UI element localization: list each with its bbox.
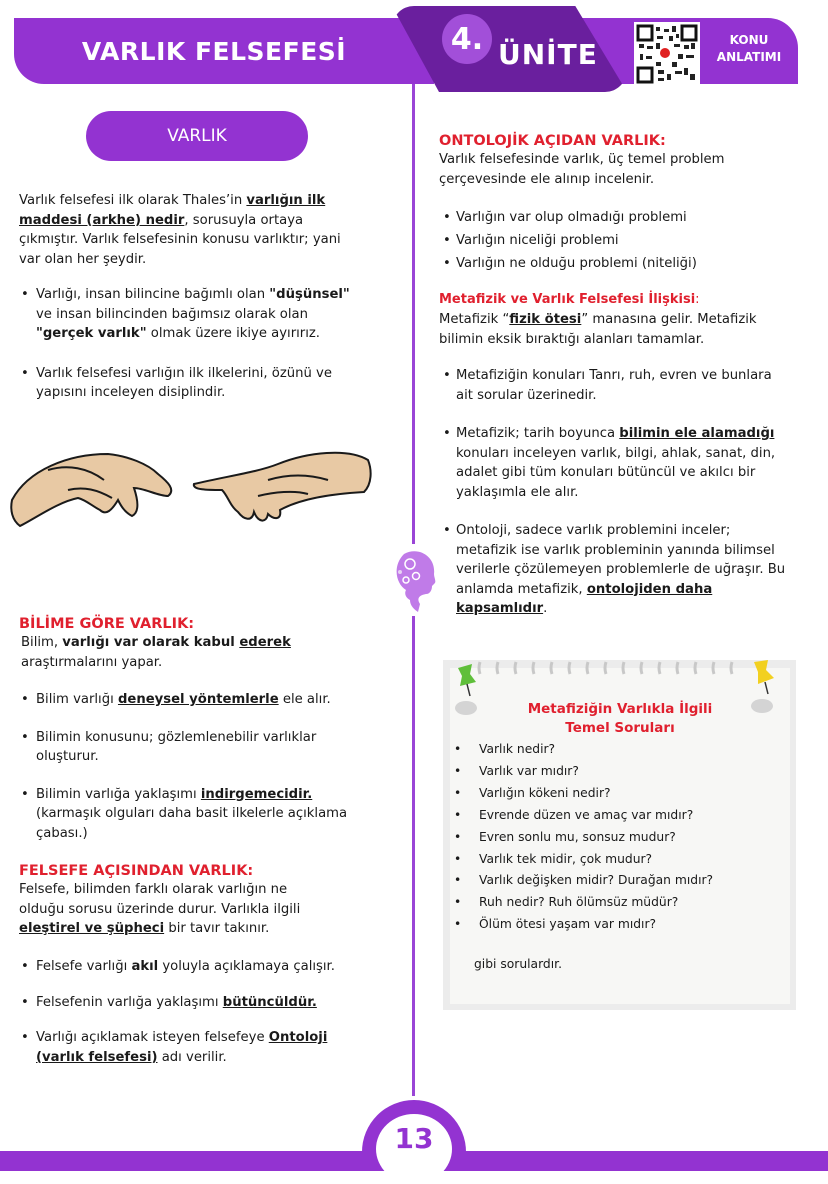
hands-creation-of-adam-image xyxy=(8,440,373,540)
text: olmak üzere ikiye ayırırız. xyxy=(146,326,320,341)
list-item xyxy=(19,364,364,403)
page-number: 13 xyxy=(376,1114,452,1184)
intro-underlined: varlığın ilk maddesi (arkhe) nedir xyxy=(19,193,326,228)
note-title-line-2: Temel Soruları xyxy=(565,720,675,736)
list-item xyxy=(441,366,791,405)
bold-text: "gerçek varlık" xyxy=(36,326,147,341)
note-footer-text: gibi sorulardır. xyxy=(474,957,562,971)
text: konuları inceleyen varlık, bilgi, ahlak, sanat, din, adalet gibi tüm konuları bütüncül ve akılcı bir yaklaşımla ele alır. xyxy=(456,445,776,500)
metaphysics-intro xyxy=(439,310,769,349)
text: ele alır. xyxy=(278,692,331,707)
column-divider-top xyxy=(412,84,415,544)
text: Metafizik “ xyxy=(439,312,510,327)
text: (karmaşık olguları daha basit ilkelerle açıklama çabası.) xyxy=(36,806,348,841)
list-item: • Varlık nedir? xyxy=(452,739,792,761)
text: Bilim, xyxy=(21,635,63,650)
text: araştırmalarını yapar. xyxy=(21,654,163,670)
list-item xyxy=(441,424,791,502)
text: adı verilir. xyxy=(157,1049,227,1065)
underlined-text: fizik ötesi xyxy=(509,312,582,327)
intro-text: Varlık felsefesi ilk olarak Thales’in xyxy=(19,193,247,208)
ontology-heading: ONTOLOJİK AÇIDAN VARLIK: xyxy=(439,133,666,149)
text: Felsefe varlığı xyxy=(36,959,132,974)
note-title-line-1: Metafiziğin Varlıkla İlgili xyxy=(527,701,713,717)
badge-line-2: ANLATIMI xyxy=(716,50,782,64)
text: Varlığı, insan bilincine bağımlı olan xyxy=(36,287,270,302)
list-item: • Evren sonlu mu, sonsuz mudur? xyxy=(452,827,792,849)
bold-text: varlığı var olarak kabul xyxy=(62,635,240,650)
list-item: • Ruh nedir? Ruh ölümsüz müdür? xyxy=(452,892,792,914)
philosophy-intro xyxy=(19,880,319,939)
bold-text: akıl xyxy=(131,959,159,974)
list-item xyxy=(19,993,349,1013)
intro-text-end: , sorusuyla ortaya çıkmıştır. Varlık felsefesinin konusu varlıktır; yani var olan her şeydir. xyxy=(19,212,341,267)
metaphysics-heading xyxy=(439,292,700,307)
text: Metafiziğin konuları Tanrı, ruh, evren ve bunlara ait sorular üzerinedir. xyxy=(456,368,772,403)
text: Bilimin varlığa yaklaşımı xyxy=(36,786,201,802)
heading-colon: : xyxy=(695,292,700,307)
text: Felsefe, bilimden farklı olarak varlığın ne olduğu sorusu üzerinde durur. Varlıkla ilgili xyxy=(19,882,301,917)
list-item xyxy=(19,285,364,344)
text: ” manasına gelir. Metafizik bilimin eksik bıraktığı alanları tamamlar. xyxy=(439,312,757,347)
underlined-text: deneysel yöntemlerle xyxy=(117,692,279,707)
unit-label: ÜNİTE xyxy=(498,38,598,71)
spiral-binding xyxy=(470,660,785,676)
text: Felsefenin varlığa yaklaşımı xyxy=(36,994,223,1010)
section-pill-varlik: VARLIK xyxy=(86,111,308,161)
science-heading: BİLİME GÖRE VARLIK: xyxy=(19,616,195,632)
intro-bullets xyxy=(19,285,364,403)
underlined-text: ontolojiden daha kapsamlıdır xyxy=(456,581,713,616)
text: . xyxy=(543,601,548,616)
list-item: • Varlığın niceliği problemi xyxy=(441,229,801,252)
list-item xyxy=(19,957,349,977)
ontology-intro: Varlık felsefesinde varlık, üç temel problem çerçevesinde ele alınıp incelenir. xyxy=(439,152,725,187)
metaphysics-bullets xyxy=(441,366,791,619)
play-dot-icon xyxy=(660,48,670,58)
text: Bilimin konusunu; gözlemlenebilir varlıklar oluşturur. xyxy=(36,729,317,764)
underlined-text: eleştirel ve şüpheci xyxy=(19,921,165,936)
list-item xyxy=(19,785,379,844)
list-item: • Evrende düzen ve amaç var mıdır? xyxy=(452,805,792,827)
underlined-text: Ontoloji (varlık felsefesi) xyxy=(36,1030,328,1065)
list-item: • Ölüm ötesi yaşam var mıdır? xyxy=(452,914,792,936)
list-item: • Varlığın ne olduğu problemi (niteliği) xyxy=(441,252,801,275)
note-question-list xyxy=(452,739,792,936)
science-bullets xyxy=(19,690,379,843)
list-item xyxy=(19,1028,349,1067)
list-item xyxy=(19,690,379,710)
thinking-head-icon xyxy=(390,548,438,614)
science-intro xyxy=(21,633,361,672)
philosophy-bullets xyxy=(19,957,349,1067)
ontology-bullets xyxy=(441,206,801,275)
text: Metafizik; tarih boyunca xyxy=(456,426,620,441)
heading-text: Metafizik ve Varlık Felsefesi İlişkisi xyxy=(439,292,696,307)
list-item: • Varlık tek midir, çok mudur? xyxy=(452,849,792,871)
text: Varlığı açıklamak isteyen felsefeye xyxy=(36,1030,269,1045)
topic-badge xyxy=(710,32,788,66)
list-item: • Varlık değişken midir? Durağan mıdır? xyxy=(452,870,792,892)
underlined-text: indirgemecidir. xyxy=(200,786,313,802)
list-item xyxy=(441,521,791,619)
list-item: • Varlığın kökeni nedir? xyxy=(452,783,792,805)
column-divider-bottom xyxy=(412,616,415,1096)
note-title xyxy=(450,700,790,738)
bold-text: "düşünsel" xyxy=(269,287,350,302)
unit-number: 4. xyxy=(442,14,492,64)
text: bir tavır takınır. xyxy=(164,921,270,936)
text: ve insan bilincinden bağımsız olarak olan xyxy=(36,306,308,322)
underlined-text: bütüncüldür. xyxy=(222,994,317,1010)
text: Varlık felsefesi varlığın ilk ilkelerini, özünü ve yapısını inceleyen disiplindir. xyxy=(36,365,332,400)
list-item xyxy=(19,728,379,767)
text: Ontoloji, sadece varlık problemini inceler; metafizik ise varlık probleminin yanında bilimsel verilerle çözülemeyen problemlerle de uğraşır. Bu anlamda metafizik, xyxy=(456,523,786,597)
text: Bilim varlığı xyxy=(36,692,118,707)
underlined-text: ederek xyxy=(239,635,291,650)
intro-paragraph xyxy=(19,191,349,269)
underlined-text: bilimin ele alamadığı xyxy=(619,426,775,441)
page-title: VARLIK FELSEFESİ xyxy=(81,36,347,66)
list-item: • Varlığın var olup olmadığı problemi xyxy=(441,206,801,229)
text: yoluyla açıklamaya çalışır. xyxy=(158,959,335,974)
philosophy-heading: FELSEFE AÇISINDAN VARLIK: xyxy=(19,863,254,879)
badge-line-1: KONU xyxy=(729,33,769,47)
list-item: • Varlık var mıdır? xyxy=(452,761,792,783)
